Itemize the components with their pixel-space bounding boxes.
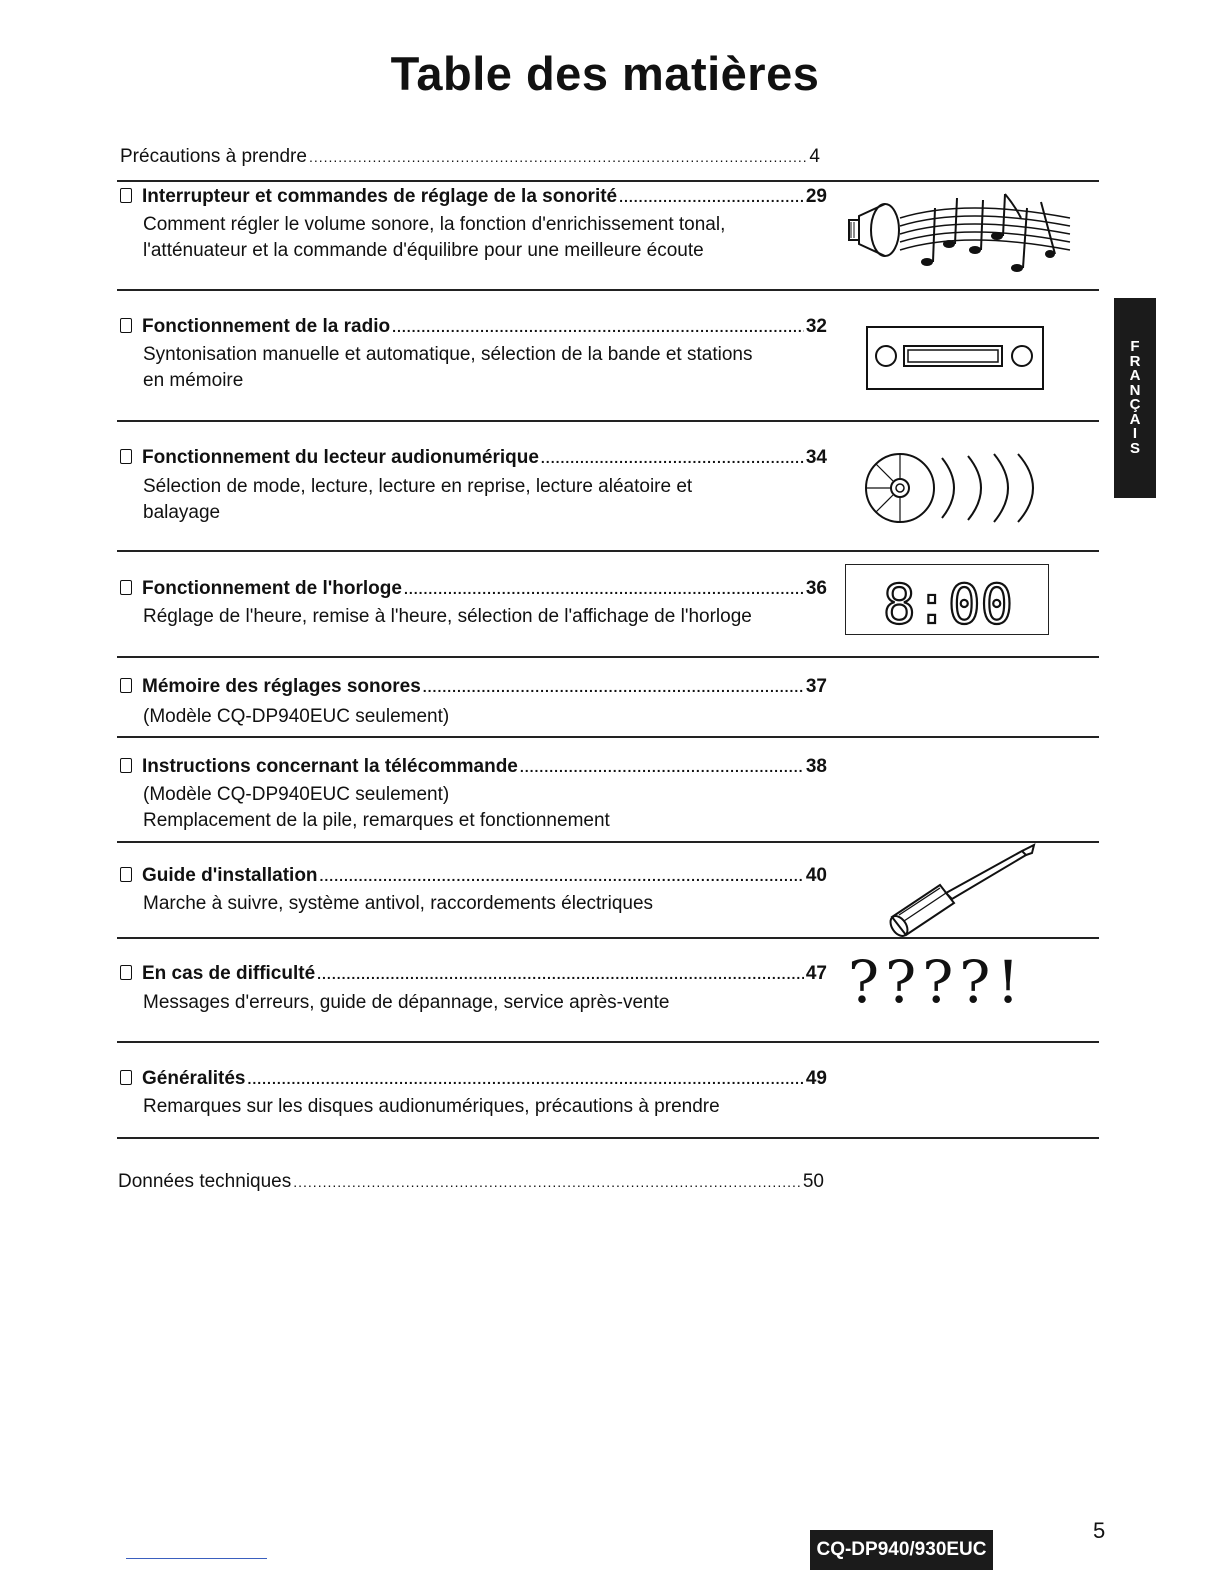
toc-entry-tech-data[interactable] bbox=[118, 1171, 824, 1193]
section-description bbox=[143, 474, 829, 526]
desc-line: Messages d'erreurs, guide de dépannage, service après-vente bbox=[143, 992, 670, 1013]
toc-section-installation[interactable] bbox=[120, 865, 827, 887]
entry-label: Précautions à prendre bbox=[120, 146, 307, 167]
dot-leader bbox=[309, 149, 807, 165]
toc-section-radio[interactable] bbox=[120, 316, 827, 338]
compact-disc-icon bbox=[862, 450, 1046, 526]
desc-line: balayage bbox=[143, 502, 221, 523]
dot-leader bbox=[404, 581, 804, 597]
divider bbox=[117, 1137, 1099, 1139]
section-page: 40 bbox=[805, 865, 827, 886]
tab-letter: Ç bbox=[1129, 396, 1141, 413]
checkbox-icon bbox=[120, 1070, 132, 1085]
toc-section-cd-player[interactable] bbox=[120, 447, 827, 469]
tab-letter: S bbox=[1129, 439, 1140, 457]
desc-line: en mémoire bbox=[143, 370, 244, 391]
dot-leader bbox=[293, 1174, 801, 1190]
section-page: 47 bbox=[805, 963, 827, 984]
section-title: Mémoire des réglages sonores bbox=[142, 676, 421, 697]
page-title: Table des matières bbox=[390, 47, 820, 100]
desc-line: Syntonisation manuelle et automatique, sélection de la bande et stations bbox=[143, 344, 753, 365]
section-title: Fonctionnement de l'horloge bbox=[142, 578, 402, 599]
divider bbox=[117, 550, 1099, 552]
checkbox-icon bbox=[120, 678, 132, 693]
clock-digits: 8:00 bbox=[882, 573, 1014, 636]
desc-line: Remplacement de la pile, remarques et fonctionnement bbox=[143, 810, 610, 831]
divider bbox=[117, 180, 1099, 182]
checkbox-icon bbox=[120, 188, 132, 203]
section-title: Guide d'installation bbox=[142, 865, 318, 886]
model-badge: CQ-DP940/930EUC bbox=[810, 1530, 993, 1570]
divider bbox=[117, 736, 1099, 738]
divider bbox=[117, 937, 1099, 939]
section-page: 32 bbox=[805, 316, 827, 337]
clock-display bbox=[845, 564, 1049, 635]
dot-leader bbox=[392, 319, 804, 335]
desc-line: Sélection de mode, lecture, lecture en reprise, lecture aléatoire et bbox=[143, 476, 693, 497]
section-title: Fonctionnement du lecteur audionumérique bbox=[142, 447, 539, 468]
section-title: Interrupteur et commandes de réglage de la sonorité bbox=[142, 186, 618, 207]
entry-page: 4 bbox=[809, 146, 820, 167]
section-title: Généralités bbox=[142, 1068, 246, 1089]
section-description bbox=[143, 342, 829, 394]
section-title: En cas de difficulté bbox=[142, 963, 316, 984]
dot-leader bbox=[619, 189, 804, 205]
footer-rule bbox=[126, 1558, 267, 1559]
question-marks-icon: ????! bbox=[848, 948, 1026, 1016]
toc-section-clock[interactable] bbox=[120, 578, 827, 600]
section-description bbox=[143, 704, 829, 730]
divider bbox=[117, 420, 1099, 422]
desc-line: (Modèle CQ-DP940EUC seulement) bbox=[143, 784, 450, 805]
divider bbox=[117, 656, 1099, 658]
tab-letter: F bbox=[1130, 338, 1140, 355]
desc-line: Comment régler le volume sonore, la fonction d'enrichissement tonal, bbox=[143, 214, 726, 235]
toc-section-sound-controls[interactable] bbox=[120, 186, 827, 208]
dot-leader bbox=[541, 450, 804, 466]
dot-leader bbox=[320, 868, 804, 884]
checkbox-icon bbox=[120, 580, 132, 595]
desc-line: l'atténuateur et la commande d'équilibre pour une meilleure écoute bbox=[143, 240, 704, 261]
section-page: 34 bbox=[805, 447, 827, 468]
divider bbox=[117, 289, 1099, 291]
section-description bbox=[143, 891, 829, 917]
section-description bbox=[143, 212, 829, 264]
toc-section-troubleshooting[interactable] bbox=[120, 963, 827, 985]
entry-label: Données techniques bbox=[118, 1171, 292, 1192]
entry-page: 50 bbox=[802, 1171, 824, 1192]
section-description bbox=[143, 782, 829, 834]
language-tab bbox=[1114, 298, 1156, 498]
section-page: 36 bbox=[805, 578, 827, 599]
tab-letter: A bbox=[1129, 367, 1141, 384]
toc-section-sound-memory[interactable] bbox=[120, 676, 827, 698]
dot-leader bbox=[248, 1071, 804, 1087]
section-title: Fonctionnement de la radio bbox=[142, 316, 391, 337]
tab-letter: A bbox=[1129, 410, 1141, 428]
speaker-music-notes-icon bbox=[845, 188, 1077, 278]
tab-letter: R bbox=[1129, 352, 1141, 370]
radio-unit-icon bbox=[866, 326, 1044, 390]
checkbox-icon bbox=[120, 318, 132, 333]
section-page: 49 bbox=[805, 1068, 827, 1089]
checkbox-icon bbox=[120, 449, 132, 464]
tab-letter: N bbox=[1129, 381, 1141, 399]
tab-letter: I bbox=[1132, 425, 1138, 442]
desc-line: (Modèle CQ-DP940EUC seulement) bbox=[143, 706, 450, 727]
section-title: Instructions concernant la télécommande bbox=[142, 756, 518, 777]
section-page: 38 bbox=[805, 756, 827, 777]
section-description bbox=[143, 604, 829, 630]
toc-section-general[interactable] bbox=[120, 1068, 827, 1090]
section-page: 29 bbox=[805, 186, 827, 207]
desc-line: Remarques sur les disques audionumériques, précautions à prendre bbox=[143, 1096, 720, 1117]
desc-line: Réglage de l'heure, remise à l'heure, sélection de l'affichage de l'horloge bbox=[143, 606, 752, 627]
dot-leader bbox=[520, 759, 804, 775]
divider bbox=[117, 1041, 1099, 1043]
section-description bbox=[143, 1094, 829, 1120]
checkbox-icon bbox=[120, 965, 132, 980]
toc-entry-precautions[interactable] bbox=[120, 146, 820, 168]
screwdriver-icon bbox=[882, 843, 1038, 939]
dot-leader bbox=[423, 679, 804, 695]
dot-leader bbox=[317, 966, 804, 982]
section-page: 37 bbox=[805, 676, 827, 697]
checkbox-icon bbox=[120, 867, 132, 882]
page-number: 5 bbox=[1093, 1518, 1106, 1543]
section-description bbox=[143, 990, 829, 1016]
clock-digits-icon bbox=[846, 565, 1050, 636]
toc-section-remote-control[interactable] bbox=[120, 756, 827, 778]
checkbox-icon bbox=[120, 758, 132, 773]
desc-line: Marche à suivre, système antivol, raccordements électriques bbox=[143, 893, 654, 914]
